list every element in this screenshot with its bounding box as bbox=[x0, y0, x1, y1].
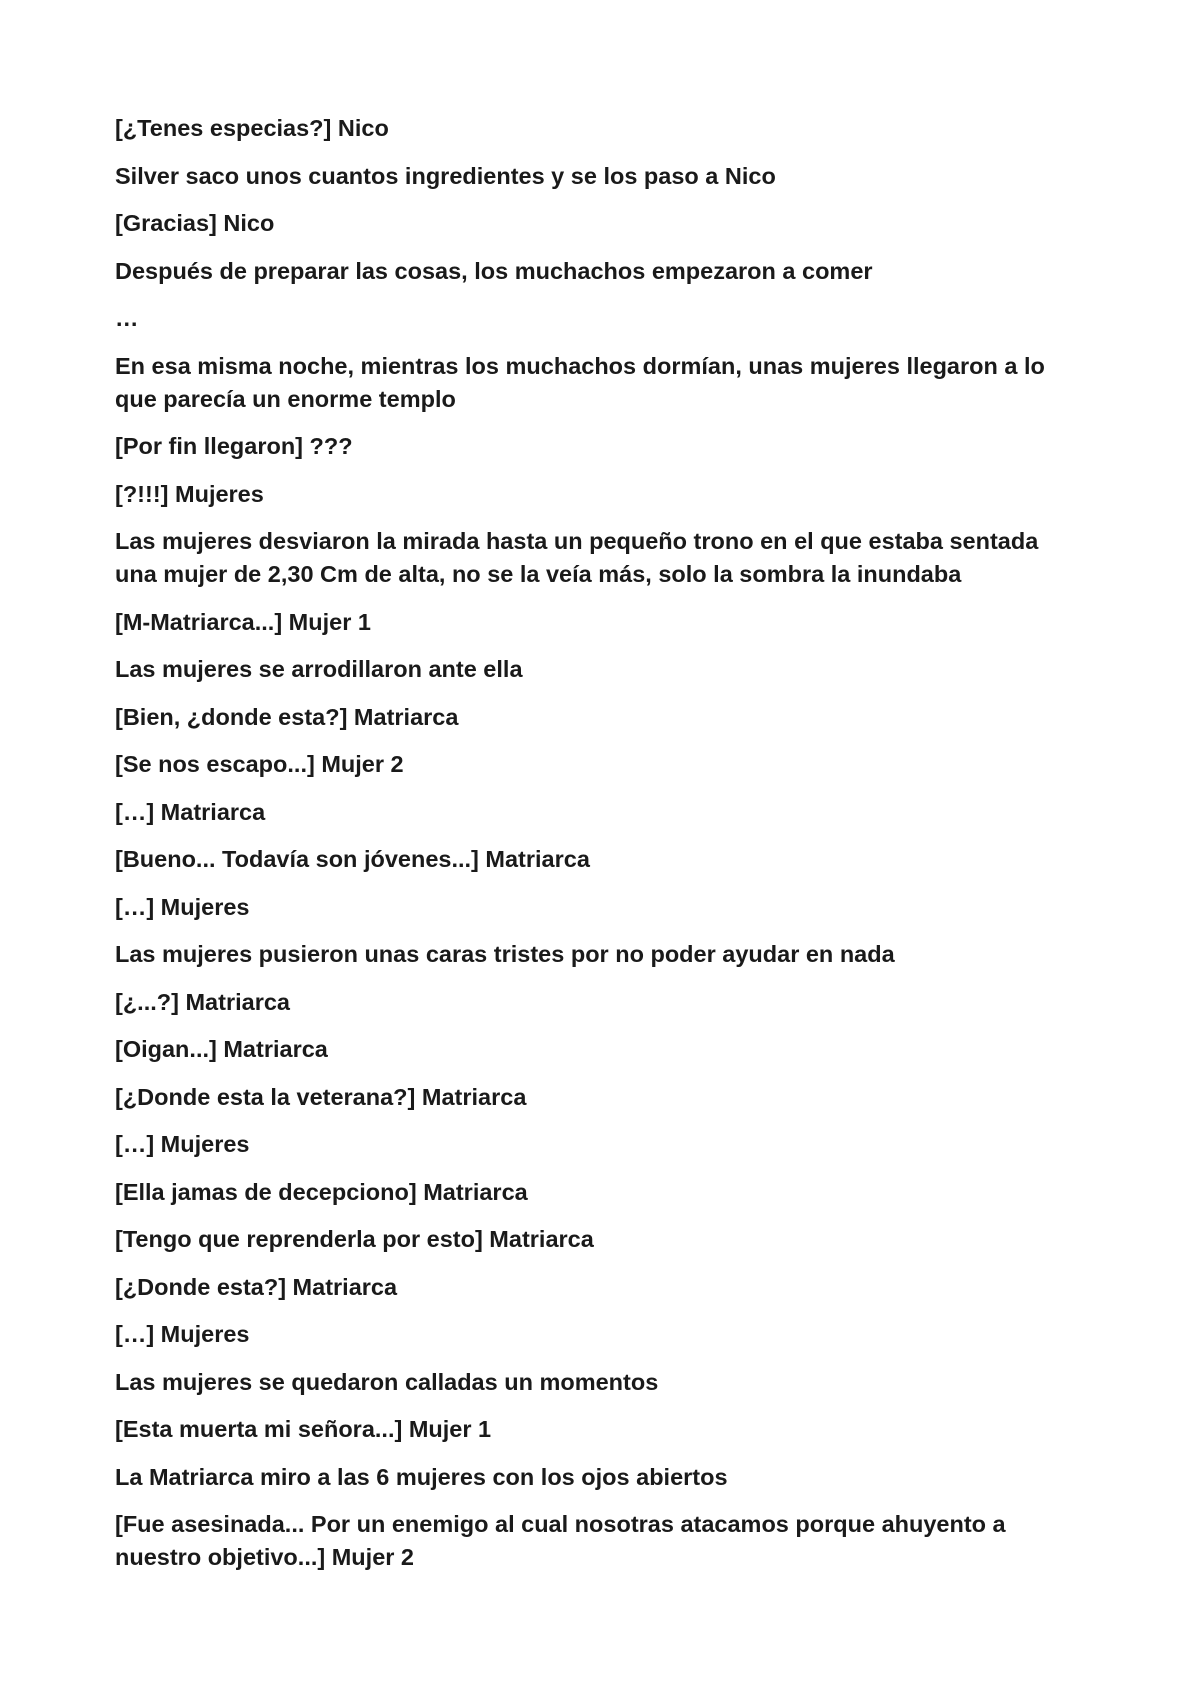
dialogue-line: [Fue asesinada... Por un enemigo al cual nosotras atacamos porque ahuyento a nuestro objetivo...] Mujer 2 bbox=[115, 1511, 1006, 1570]
dialogue-line: [Bueno... Todavía son jóvenes...] Matriarca bbox=[115, 846, 590, 872]
dialogue-line: [Esta muerta mi señora...] Mujer 1 bbox=[115, 1416, 492, 1442]
dialogue-line: [M-Matriarca...] Mujer 1 bbox=[115, 608, 371, 635]
narration-line: Las mujeres se arrodillaron ante ella bbox=[115, 656, 523, 682]
dialogue-line: […] Mujeres bbox=[115, 1131, 250, 1157]
narration-line: La Matriarca miro a las 6 mujeres con los ojos abiertos bbox=[115, 1463, 728, 1490]
scene-break: … bbox=[115, 305, 139, 331]
dialogue-line: […] Mujeres bbox=[115, 893, 250, 920]
dialogue-line: [Oigan...] Matriarca bbox=[115, 1036, 328, 1062]
document-page bbox=[115, 112, 1075, 1589]
narration-line: Las mujeres pusieron unas caras tristes por no poder ayudar en nada bbox=[115, 941, 895, 967]
dialogue-line: [Por fin llegaron] ??? bbox=[115, 433, 353, 459]
dialogue-line: [Se nos escapo...] Mujer 2 bbox=[115, 751, 404, 777]
dialogue-line: [¿Donde esta?] Matriarca bbox=[115, 1273, 398, 1300]
dialogue-line: [?!!!] Mujeres bbox=[115, 480, 264, 507]
narration-line: Las mujeres se quedaron calladas un momentos bbox=[115, 1368, 659, 1395]
dialogue-line: [¿...?] Matriarca bbox=[115, 988, 290, 1015]
dialogue-line: [¿Donde esta la veterana?] Matriarca bbox=[115, 1083, 527, 1110]
dialogue-line: [Ella jamas de decepciono] Matriarca bbox=[115, 1178, 528, 1205]
dialogue-line: [Bien, ¿donde esta?] Matriarca bbox=[115, 703, 459, 730]
dialogue-line: [Gracias] Nico bbox=[115, 210, 275, 236]
narration-line: Silver saco unos cuantos ingredientes y se los paso a Nico bbox=[115, 162, 776, 189]
dialogue-line: [Tengo que reprenderla por esto] Matriarca bbox=[115, 1226, 594, 1252]
dialogue-line: [¿Tenes especias?] Nico bbox=[115, 115, 389, 141]
narration-line: En esa misma noche, mientras los muchachos dormían, unas mujeres llegaron a lo que parecía un enorme templo bbox=[115, 352, 1045, 412]
dialogue-line: […] Mujeres bbox=[115, 1321, 250, 1347]
dialogue-line: […] Matriarca bbox=[115, 798, 266, 825]
narration-line: Las mujeres desviaron la mirada hasta un pequeño trono en el que estaba sentada una mujer de 2,30 Cm de alta, no se la veía más, solo la sombra la inundaba bbox=[115, 528, 1039, 587]
narration-line: Después de preparar las cosas, los muchachos empezaron a comer bbox=[115, 257, 873, 284]
